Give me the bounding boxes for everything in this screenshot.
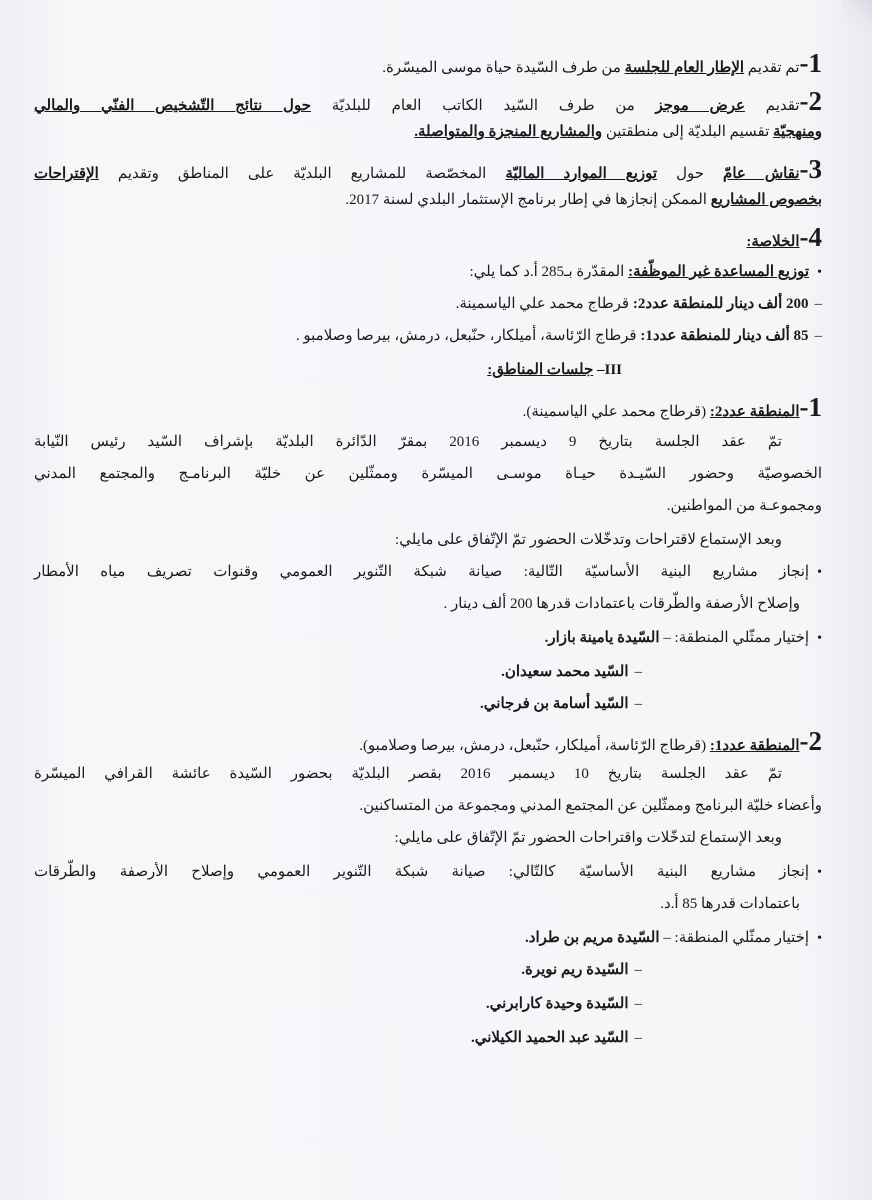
agenda-item-3-line-1: 3-نقاش عامّ حول توزيع الموارد الماليّة المخصّصة للمشاريع البلديّة على المناطق وتقديم الإقتراحات [34,154,822,184]
summary-bullet: •توزيع المساعدة غير الموظّفة: المقدّرة بـ285 أ.د كما يلي: [469,264,822,280]
bullet-icon: • [817,265,822,280]
zone1-rep-3: –السّيدة وحيدة كارابرني. [485,996,642,1012]
zone1-bullet-1-line-2: باعتمادات قدرها 85 أ.د. [660,896,800,912]
zone1-bullet-1-line-1: •إنجاز مشاريع البنية الأساسيّة كالتّالي: صيانة شبكة التّنوير العمومي وإصلاح الأرصفة والطّرقات [34,864,822,880]
zone1-heading: 2-المنطقة عدد1: (قرطاج الرّئاسة، أميلكار، حنّبعل، درمش، بيرصا وصلامبو). [359,726,822,756]
summary-allocation-zone1: –85 ألف دينار للمنطقة عدد1: قرطاج الرّئاسة، أميلكار، حنّبعل، درمش، بيرصا وصلامبو . [295,328,822,344]
zone2-bullet-1-line-1: •إنجاز مشاريع البنية الأساسيّة التّالية: صيانة شبكة التّنوير العمومي وقنوات تصريف مياه الأمطار [34,564,822,580]
summary-allocation-zone2: –200 ألف دينار للمنطقة عدد2: قرطاج محمد علي الياسمينة. [455,296,822,312]
zone2-rep-3: –السّيد أسامة بن فرجاني. [480,696,642,712]
bullet-icon: • [817,565,822,580]
item-number: 2- [799,86,823,116]
bullet-icon: • [817,865,822,880]
zone1-agreement-intro: وبعد الإستماع لتدخّلات واقتراحات الحضور تمّ الإتّفاق على مايلي: [394,830,782,846]
zone2-agreement-intro: وبعد الإستماع لاقتراحات وتدخّلات الحضور تمّ الإتّفاق على مايلي: [395,532,782,548]
zone2-para-line-3: ومجموعـة من المواطنين. [666,498,822,514]
zone1-para-line-1: تمّ عقد الجلسة بتاريخ 10 ديسمبر 2016 بقصر البلديّة بحضور السّيدة عائشة القرافي الميسّرة [34,766,782,782]
zone2-heading: 1-المنطقة عدد2: (قرطاج محمد علي الياسمينة). [522,392,822,422]
zone1-rep-2: –السّيدة ريم نويرة. [521,962,642,978]
agenda-item-2-line-2: ومنهجيّة تقسيم البلديّة إلى منطقتين والمشاريع المنجزة والمتواصلة. [414,124,822,140]
section-heading: III– جلسات المناطق: [487,362,622,378]
zone1-para-line-2: وأعضاء خليّة البرنامج وممثّلين عن المجتمع المدني ومجموعة من المتساكنين. [359,798,822,814]
zone2-rep-2: –السّيد محمد سعيدان. [501,664,642,680]
zone1-rep-4: –السّيد عبد الحميد الكيلاني. [470,1030,642,1046]
item-number: 1- [799,48,822,78]
item-number: 4- [799,222,822,252]
agenda-item-2-line-1: 2-تقديم عرض موجز من طرف السّيد الكاتب العام للبلديّة حول نتائج التّشخيص الفنّي والمالي [34,86,823,116]
zone2-representatives: •إختيار ممثّلي المنطقة: – السّيدة يامينة بازار. [544,630,822,646]
bullet-icon: • [817,631,822,646]
zone2-para-line-2: الخصوصيّة وحضور السّيـدة حيـاة موسـى الميسّرة وممثّلين عن خليّة البرنامـج والمجتمع المدني [34,466,822,482]
agenda-item-4: 4-الخلاصة: [746,222,822,252]
zone1-representatives: •إختيار ممثّلي المنطقة: – السّيدة مريم بن طراد. [525,930,822,946]
zone2-para-line-1: تمّ عقد الجلسة بتاريخ 9 ديسمبر 2016 بمقرّ الدّائرة البلديّة بإشراف السّيد رئيس النّيابة [34,434,782,450]
agenda-item-1: 1-تم تقديم الإطار العام للجلسة من طرف السّيدة حياة موسى الميسّرة. [382,48,822,78]
page-corner-shadow [842,0,872,40]
item-number: 3- [799,154,822,184]
zone2-bullet-1-line-2: وإصلاح الأرصفة والطّرقات باعتمادات قدرها 200 ألف دينار . [443,596,800,612]
item-number: 2- [799,726,822,756]
agenda-item-3-line-2: بخصوص المشاريع الممكن إنجازها في إطار برنامج الإستثمار البلدي لسنة 2017. [345,192,822,208]
bullet-icon: • [817,931,822,946]
item-number: 1- [799,392,822,422]
